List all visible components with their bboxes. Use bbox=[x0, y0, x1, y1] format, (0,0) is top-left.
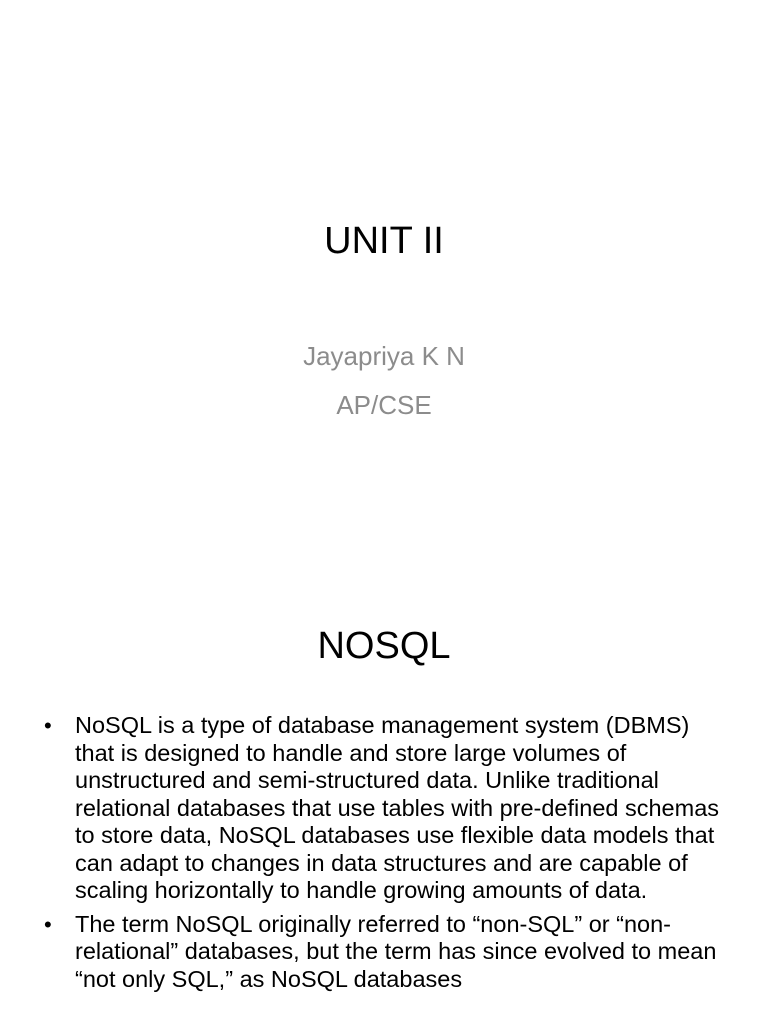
slide-title: UNIT II bbox=[324, 220, 444, 262]
bullet-icon: • bbox=[44, 713, 52, 738]
bullet-text: NoSQL is a type of database management system (DBMS) that is designed to handle and store large volumes of unstructured and semi-structured data. Unlike traditional relational databases that use tables with pre-defined schemas to store data, NoSQL databases use flexible data models that can adapt to changes in data structures and are capable of scaling horizontally to handle growing amounts of data. bbox=[75, 712, 720, 903]
bullet-text: The term NoSQL originally referred to “non-SQL” or “non-relational” databases, but the term has since evolved to mean “not only SQL,” as NoSQL databases bbox=[75, 910, 717, 992]
slide-nosql bbox=[0, 576, 768, 1024]
bullet-icon: • bbox=[44, 911, 52, 937]
bullet-item bbox=[44, 712, 724, 905]
slide-title: NOSQL bbox=[317, 625, 451, 667]
slide-subtitle bbox=[0, 332, 768, 430]
author-name: Jayapriya K N bbox=[303, 341, 465, 371]
bullet-item bbox=[44, 911, 724, 994]
bullet-list bbox=[44, 712, 724, 999]
author-designation: AP/CSE bbox=[336, 390, 432, 420]
